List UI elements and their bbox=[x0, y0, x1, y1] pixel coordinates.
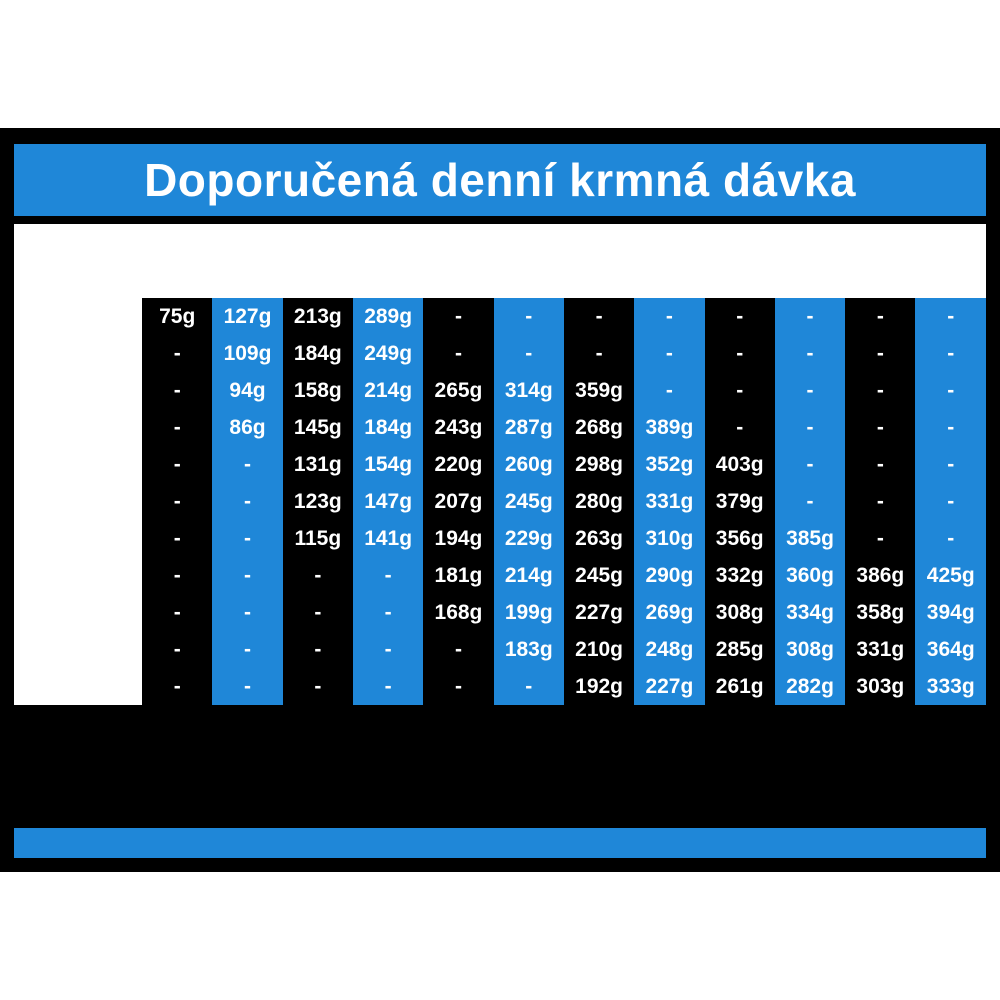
dose-cell: - bbox=[845, 298, 915, 335]
dose-cell: - bbox=[423, 298, 493, 335]
header-age-line2: (měsíce) bbox=[35, 268, 121, 291]
dose-cell: - bbox=[283, 594, 353, 631]
dose-cell: - bbox=[212, 594, 282, 631]
dose-cell: - bbox=[142, 446, 212, 483]
table-row bbox=[14, 446, 986, 483]
dose-cell: 290g bbox=[634, 557, 704, 594]
dose-cell: 207g bbox=[423, 483, 493, 520]
dose-cell: 183g bbox=[494, 631, 564, 668]
age-cell: 4 bbox=[14, 372, 142, 409]
dose-cell: - bbox=[142, 372, 212, 409]
table-head bbox=[14, 224, 986, 298]
dose-cell: 184g bbox=[283, 335, 353, 372]
dose-cell: - bbox=[142, 594, 212, 631]
table-row bbox=[14, 520, 986, 557]
dose-cell: - bbox=[142, 557, 212, 594]
dose-cell: - bbox=[564, 335, 634, 372]
dose-cell: 303g bbox=[845, 668, 915, 705]
age-cell: 12 bbox=[14, 668, 142, 705]
table-row bbox=[14, 557, 986, 594]
dose-cell: 280g bbox=[564, 483, 634, 520]
dose-cell: - bbox=[775, 446, 845, 483]
dose-cell: 332g bbox=[705, 557, 775, 594]
dose-cell: - bbox=[705, 409, 775, 446]
dose-cell: - bbox=[283, 668, 353, 705]
dose-cell: - bbox=[212, 557, 282, 594]
dose-cell: 314g bbox=[494, 372, 564, 409]
dose-cell: - bbox=[564, 298, 634, 335]
dose-cell: 181g bbox=[423, 557, 493, 594]
dose-cell: 199g bbox=[494, 594, 564, 631]
chart-footer-bar bbox=[14, 828, 986, 858]
dose-cell: 331g bbox=[845, 631, 915, 668]
dose-cell: - bbox=[705, 372, 775, 409]
dose-cell: 214g bbox=[494, 557, 564, 594]
dose-cell: 263g bbox=[564, 520, 634, 557]
age-cell: 2 bbox=[14, 298, 142, 335]
dose-cell: 220g bbox=[423, 446, 493, 483]
dose-cell: 227g bbox=[634, 668, 704, 705]
dose-cell: 379g bbox=[705, 483, 775, 520]
table-row bbox=[14, 631, 986, 668]
dose-cell: 268g bbox=[564, 409, 634, 446]
dose-cell: 265g bbox=[423, 372, 493, 409]
dose-cell: - bbox=[775, 298, 845, 335]
table-row bbox=[14, 409, 986, 446]
header-weight-1kg: 1kg bbox=[142, 261, 212, 298]
dose-cell: 358g bbox=[845, 594, 915, 631]
header-age-line1: Věk bbox=[59, 231, 97, 254]
dose-cell: - bbox=[845, 335, 915, 372]
age-cell: 8 bbox=[14, 520, 142, 557]
table-body bbox=[14, 298, 986, 705]
header-weight-4kg: 4kg bbox=[283, 261, 353, 298]
age-cell: 9 bbox=[14, 557, 142, 594]
dose-cell: 213g bbox=[283, 298, 353, 335]
dose-cell: 194g bbox=[423, 520, 493, 557]
header-weight-15kg: 15kg bbox=[634, 261, 704, 298]
dose-cell: - bbox=[705, 298, 775, 335]
dose-cell: 364g bbox=[915, 631, 986, 668]
table-row bbox=[14, 298, 986, 335]
dose-cell: - bbox=[915, 483, 986, 520]
dose-cell: 356g bbox=[705, 520, 775, 557]
chart-title-bar bbox=[14, 144, 986, 216]
dose-cell: - bbox=[142, 483, 212, 520]
dose-cell: - bbox=[142, 409, 212, 446]
header-weight-20kg: 20kg bbox=[775, 261, 845, 298]
dose-cell: 282g bbox=[775, 668, 845, 705]
dose-cell: 285g bbox=[705, 631, 775, 668]
dose-cell: 260g bbox=[494, 446, 564, 483]
dose-cell: 308g bbox=[775, 631, 845, 668]
dose-cell: 145g bbox=[283, 409, 353, 446]
dose-cell: 287g bbox=[494, 409, 564, 446]
age-cell: 5 bbox=[14, 409, 142, 446]
age-cell: 10 bbox=[14, 594, 142, 631]
dose-cell: 386g bbox=[845, 557, 915, 594]
dose-cell: 360g bbox=[775, 557, 845, 594]
dose-cell: - bbox=[423, 631, 493, 668]
dose-cell: - bbox=[212, 631, 282, 668]
dose-cell: 403g bbox=[705, 446, 775, 483]
dose-cell: - bbox=[212, 446, 282, 483]
dose-cell: 261g bbox=[705, 668, 775, 705]
dose-cell: - bbox=[845, 483, 915, 520]
dose-cell: 229g bbox=[494, 520, 564, 557]
dose-cell: 147g bbox=[353, 483, 423, 520]
dose-cell: 141g bbox=[353, 520, 423, 557]
dose-cell: - bbox=[775, 335, 845, 372]
dose-cell: 425g bbox=[915, 557, 986, 594]
dose-cell: 115g bbox=[283, 520, 353, 557]
dose-cell: 310g bbox=[634, 520, 704, 557]
header-weight-10kg: 10kg bbox=[494, 261, 564, 298]
dose-cell: 214g bbox=[353, 372, 423, 409]
dose-cell: 352g bbox=[634, 446, 704, 483]
dose-cell: - bbox=[915, 298, 986, 335]
dose-cell: - bbox=[705, 335, 775, 372]
dose-cell: - bbox=[283, 631, 353, 668]
dose-cell: - bbox=[353, 557, 423, 594]
dose-cell: - bbox=[142, 335, 212, 372]
dose-cell: 75g bbox=[142, 298, 212, 335]
header-weight-8kg: 8kg bbox=[423, 261, 493, 298]
dose-cell: - bbox=[915, 372, 986, 409]
table-row bbox=[14, 335, 986, 372]
dose-cell: 249g bbox=[353, 335, 423, 372]
dose-cell: - bbox=[915, 409, 986, 446]
dose-cell: - bbox=[423, 335, 493, 372]
dose-cell: - bbox=[845, 372, 915, 409]
dose-cell: 385g bbox=[775, 520, 845, 557]
dose-cell: 245g bbox=[494, 483, 564, 520]
dose-cell: 109g bbox=[212, 335, 282, 372]
table-row bbox=[14, 594, 986, 631]
dose-cell: - bbox=[775, 409, 845, 446]
dose-cell: - bbox=[634, 298, 704, 335]
dose-cell: 245g bbox=[564, 557, 634, 594]
dose-cell: - bbox=[845, 520, 915, 557]
dose-cell: - bbox=[142, 631, 212, 668]
dose-cell: 184g bbox=[353, 409, 423, 446]
dose-cell: - bbox=[212, 668, 282, 705]
dose-cell: 123g bbox=[283, 483, 353, 520]
dose-cell: - bbox=[634, 372, 704, 409]
header-weight-title: Hmotnost / váha bbox=[142, 224, 986, 261]
dose-cell: - bbox=[283, 557, 353, 594]
dose-cell: - bbox=[845, 446, 915, 483]
header-weight-12kg: 12kg bbox=[564, 261, 634, 298]
dose-cell: - bbox=[915, 446, 986, 483]
dose-cell: 168g bbox=[423, 594, 493, 631]
dose-cell: - bbox=[494, 668, 564, 705]
dose-cell: 333g bbox=[915, 668, 986, 705]
dose-cell: 243g bbox=[423, 409, 493, 446]
dose-cell: - bbox=[915, 520, 986, 557]
dose-cell: - bbox=[212, 483, 282, 520]
header-weight-22kg: 22kg bbox=[845, 261, 915, 298]
dose-cell: 269g bbox=[634, 594, 704, 631]
dose-cell: 289g bbox=[353, 298, 423, 335]
dose-cell: 298g bbox=[564, 446, 634, 483]
dose-cell: 227g bbox=[564, 594, 634, 631]
dose-cell: 158g bbox=[283, 372, 353, 409]
dose-cell: - bbox=[353, 594, 423, 631]
dose-cell: - bbox=[423, 668, 493, 705]
dose-cell: 331g bbox=[634, 483, 704, 520]
dose-cell: 359g bbox=[564, 372, 634, 409]
dose-cell: 334g bbox=[775, 594, 845, 631]
age-cell: 11 bbox=[14, 631, 142, 668]
header-weight-25kg: 25kg bbox=[915, 261, 986, 298]
page-title: Doporučená denní krmná dávka bbox=[144, 154, 856, 206]
dose-cell: - bbox=[142, 668, 212, 705]
table-row bbox=[14, 668, 986, 705]
dose-cell: 308g bbox=[705, 594, 775, 631]
dose-cell: 131g bbox=[283, 446, 353, 483]
dose-cell: 394g bbox=[915, 594, 986, 631]
dose-cell: 94g bbox=[212, 372, 282, 409]
header-row-title bbox=[14, 224, 986, 261]
dose-cell: - bbox=[775, 483, 845, 520]
dose-cell: 192g bbox=[564, 668, 634, 705]
dose-cell: - bbox=[494, 335, 564, 372]
dose-cell: - bbox=[353, 631, 423, 668]
feeding-table bbox=[14, 224, 986, 705]
table-row bbox=[14, 483, 986, 520]
dose-cell: - bbox=[915, 335, 986, 372]
header-row-weights bbox=[14, 261, 986, 298]
feeding-table-container bbox=[14, 224, 986, 820]
feeding-chart-panel bbox=[0, 128, 1000, 872]
dose-cell: 127g bbox=[212, 298, 282, 335]
dose-cell: - bbox=[775, 372, 845, 409]
dose-cell: - bbox=[142, 520, 212, 557]
dose-cell: 86g bbox=[212, 409, 282, 446]
dose-cell: 389g bbox=[634, 409, 704, 446]
age-cell: 6 bbox=[14, 446, 142, 483]
header-weight-6kg: 6kg bbox=[353, 261, 423, 298]
dose-cell: - bbox=[494, 298, 564, 335]
dose-cell: 210g bbox=[564, 631, 634, 668]
dose-cell: - bbox=[212, 520, 282, 557]
dose-cell: 248g bbox=[634, 631, 704, 668]
header-age-cell bbox=[14, 224, 142, 298]
age-cell: 7 bbox=[14, 483, 142, 520]
table-row bbox=[14, 372, 986, 409]
header-weight-18kg: 18kg bbox=[705, 261, 775, 298]
dose-cell: - bbox=[634, 335, 704, 372]
dose-cell: - bbox=[845, 409, 915, 446]
header-weight-2kg: 2kg bbox=[212, 261, 282, 298]
dose-cell: 154g bbox=[353, 446, 423, 483]
dose-cell: - bbox=[353, 668, 423, 705]
age-cell: 3 bbox=[14, 335, 142, 372]
